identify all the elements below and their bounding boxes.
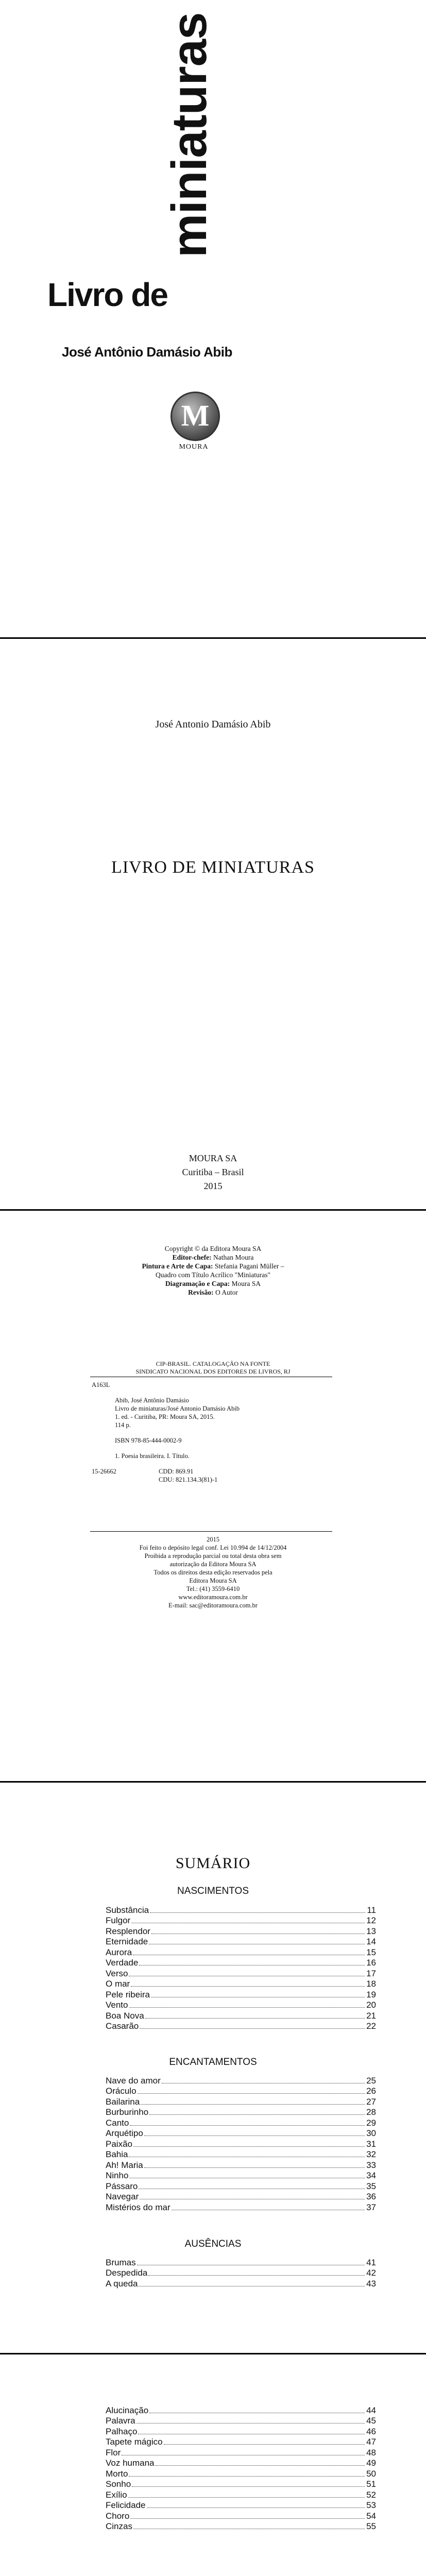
toc-entry-title: Verdade xyxy=(106,1958,139,1968)
toc-entry[interactable] xyxy=(106,2458,376,2469)
cdu-label: CDU: 821.134.3(81)-1 xyxy=(159,1476,218,1483)
toc-entry[interactable] xyxy=(106,2278,376,2289)
toc-entry-title: Casarão xyxy=(106,2021,139,2031)
toc-leader-dots xyxy=(133,2146,365,2147)
credit-line xyxy=(0,1262,426,1270)
toc-entry[interactable] xyxy=(106,1937,376,1947)
toc-entry-title: Navegar xyxy=(106,2192,139,2201)
toc-page-number: 43 xyxy=(366,2278,376,2289)
credit-label: Revisão: xyxy=(188,1289,214,1296)
credits-list xyxy=(0,1253,426,1297)
toc-list xyxy=(106,2257,376,2289)
toc-page-number: 30 xyxy=(366,2128,376,2138)
cdd-label: CDD: 869.91 xyxy=(159,1468,194,1475)
credit-value: O Autor xyxy=(215,1289,238,1296)
cip-line: Livro de miniaturas/José Antonio Damásio Abib xyxy=(115,1405,240,1412)
toc-entry[interactable] xyxy=(106,2096,376,2107)
toc-entry-title: Palhaço xyxy=(106,2426,138,2436)
toc-entry[interactable] xyxy=(106,2000,376,2011)
toc-entry-title: Nave do amor xyxy=(106,2075,161,2086)
toc-entry[interactable] xyxy=(106,1989,376,2000)
publisher-name: MOURA SA xyxy=(189,1153,237,1163)
toc-entry-title: Oráculo xyxy=(106,2086,137,2096)
toc-entry-title: Fulgor xyxy=(106,1916,131,1925)
toc-entry-title: Resplendor xyxy=(106,1926,150,1936)
legal-line: 2015 xyxy=(207,1536,219,1543)
toc-entry[interactable] xyxy=(106,2128,376,2139)
toc-entry[interactable] xyxy=(106,1968,376,1979)
credit-line xyxy=(0,1270,426,1279)
toc-page-number: 22 xyxy=(366,2021,376,2031)
toc-leader-dots xyxy=(144,2167,365,2168)
toc-leader-dots xyxy=(145,2018,365,2019)
toc-page-number: 17 xyxy=(366,1968,376,1978)
toc-page-number: 33 xyxy=(366,2160,376,2170)
cip-line: Abib, José Antônio Damásio xyxy=(115,1397,189,1404)
toc-entry[interactable] xyxy=(106,2139,376,2149)
section-heading: ENCANTAMENTOS xyxy=(169,2057,257,2067)
cip-header xyxy=(0,1360,426,1376)
cover-title-block xyxy=(162,12,381,258)
colophon-page xyxy=(0,1211,426,1781)
toc-entry-title: Despedida xyxy=(106,2268,148,2278)
toc-entry-title: Alucinação xyxy=(106,2405,149,2415)
toc-entry[interactable] xyxy=(106,2405,376,2416)
toc-entry[interactable] xyxy=(106,1958,376,1969)
legal-line: autorização da Editora Moura SA xyxy=(169,1561,257,1568)
cip-line: 114 p. xyxy=(115,1421,131,1429)
toc-entry[interactable] xyxy=(106,2447,376,2458)
toc-entry-title: Sonho xyxy=(106,2479,131,2489)
toc-entry-title: Exílio xyxy=(106,2489,127,2500)
toc-entry[interactable] xyxy=(106,2468,376,2479)
legal-line: E-mail: sac@editoramoura.com.br xyxy=(168,1602,258,1609)
toc-entry-title: Morto xyxy=(106,2468,128,2479)
cover-page xyxy=(0,0,426,637)
credit-value: Moura SA xyxy=(231,1280,261,1287)
toc-entry[interactable] xyxy=(106,1905,376,1916)
toc-entry[interactable] xyxy=(106,2181,376,2192)
toc-leader-dots xyxy=(164,2444,365,2445)
toc-page-number: 29 xyxy=(366,2117,376,2128)
cip-subject: 1. Poesia brasileira. I. Título. xyxy=(115,1452,190,1460)
toc-page-number: 12 xyxy=(366,1916,376,1925)
toc-entry-title: Ninho xyxy=(106,2171,129,2180)
toc-leader-dots xyxy=(130,2518,365,2519)
toc-page-number: 41 xyxy=(366,2257,376,2267)
publisher-logo-icon xyxy=(171,392,220,441)
toc-page-number: 27 xyxy=(366,2096,376,2107)
toc-page-number: 36 xyxy=(366,2192,376,2201)
toc-entry[interactable] xyxy=(106,2149,376,2160)
toc-page-number: 20 xyxy=(366,2000,376,2010)
section-heading: AUSÊNCIAS xyxy=(184,2239,242,2249)
toc-page-number: 19 xyxy=(366,1989,376,1999)
cip-isbn: ISBN 978-85-444-0002-9 xyxy=(115,1437,182,1444)
toc-entry[interactable] xyxy=(106,2192,376,2202)
toc-entry[interactable] xyxy=(106,1979,376,1990)
title-page-author: José Antonio Damásio Abib xyxy=(155,719,271,730)
toc-page-number: 53 xyxy=(366,2500,376,2510)
toc-leader-dots xyxy=(140,2028,365,2029)
credit-line xyxy=(0,1279,426,1288)
toc-entry-title: A queda xyxy=(106,2278,138,2289)
toc-entry-title: Burburinho xyxy=(106,2107,149,2117)
toc-entry-title: Substância xyxy=(106,1905,149,1915)
cip-classification xyxy=(92,1467,329,1484)
toc-page-number: 54 xyxy=(366,2511,376,2521)
toc-leader-dots xyxy=(150,1912,365,1913)
credit-line xyxy=(0,1288,426,1297)
toc-entry[interactable] xyxy=(106,2160,376,2171)
toc-entry-title: Bailarina xyxy=(106,2096,140,2107)
toc-entry-title: Mistérios do mar xyxy=(106,2202,171,2212)
toc-page-number: 21 xyxy=(366,2010,376,2021)
cip-header-line: CIP-BRASIL. CATALOGAÇÃO NA FONTE xyxy=(156,1360,270,1367)
toc-entry-title: Brumas xyxy=(106,2257,136,2267)
legal-line: Proibida a reprodução parcial ou total desta obra sem xyxy=(144,1552,282,1560)
toc-page-number: 50 xyxy=(366,2468,376,2479)
cover-title-big: miniaturas xyxy=(162,12,217,258)
toc-entry-title: Canto xyxy=(106,2117,129,2128)
cover-author: José Antônio Damásio Abib xyxy=(62,344,232,360)
credit-label: Editor-chefe: xyxy=(172,1253,212,1261)
toc-entry-title: Cinzas xyxy=(106,2521,132,2531)
cip-line: 1. ed. - Curitiba, PR: Moura SA, 2015. xyxy=(115,1413,215,1420)
title-page-publisher-block xyxy=(0,1151,426,1193)
cover-title-small: Livro de xyxy=(47,276,167,313)
toc-entry[interactable] xyxy=(106,1947,376,1958)
toc-page-number: 35 xyxy=(366,2181,376,2191)
toc-page-number: 31 xyxy=(366,2139,376,2149)
legal-notice xyxy=(0,1535,426,1609)
credit-value: Nathan Moura xyxy=(213,1253,254,1261)
toc-list xyxy=(106,2075,376,2213)
toc-list xyxy=(106,2405,376,2532)
toc-entry-title: Arquétipo xyxy=(106,2128,143,2138)
toc-leader-dots xyxy=(128,2497,365,2498)
credit-label: Pintura e Arte de Capa: xyxy=(142,1262,213,1270)
toc-entry[interactable] xyxy=(106,2075,376,2086)
toc-leader-dots xyxy=(129,2476,365,2477)
toc-page-number: 51 xyxy=(366,2479,376,2489)
toc-entry-title: Felicidade xyxy=(106,2500,146,2510)
toc-list xyxy=(106,1905,376,2031)
toc-page-number: 37 xyxy=(366,2202,376,2212)
credit-value: Quadro com Título Acrílico "Miniaturas" xyxy=(156,1271,270,1279)
toc-page-number: 47 xyxy=(366,2437,376,2447)
toc-entry-title: Paixão xyxy=(106,2139,132,2149)
cip-code: A163L xyxy=(92,1381,110,1388)
cip-header-line: SINDICATO NACIONAL DOS EDITORES DE LIVROS, RJ xyxy=(135,1368,291,1375)
toc-page-number: 44 xyxy=(366,2405,376,2415)
toc-page-number: 25 xyxy=(366,2075,376,2086)
toc-entry[interactable] xyxy=(106,2117,376,2128)
title-page xyxy=(0,639,426,1209)
cip-bottom-rule xyxy=(90,1531,332,1532)
toc-page-number: 45 xyxy=(366,2416,376,2426)
copyright-block xyxy=(0,1244,426,1297)
logo-text: MOURA xyxy=(179,443,209,451)
toc-entry[interactable] xyxy=(106,2086,376,2097)
toc-entry-title: Choro xyxy=(106,2511,130,2521)
toc-entry-title: Flor xyxy=(106,2447,121,2458)
title-page-title: LIVRO DE MINIATURAS xyxy=(111,858,315,877)
copyright-line: Copyright © da Editora Moura SA xyxy=(164,1245,262,1252)
logo-letter: M xyxy=(181,399,210,432)
toc-entry[interactable] xyxy=(106,2500,376,2511)
toc-entry-title: Eternidade xyxy=(106,1937,148,1946)
credit-value: Stefania Pagani Müller – xyxy=(214,1262,284,1270)
toc-page-number: 52 xyxy=(366,2489,376,2500)
toc-entry[interactable] xyxy=(106,2171,376,2181)
toc-leader-dots xyxy=(147,2507,365,2508)
legal-line: www.editoramoura.com.br xyxy=(178,1594,248,1601)
cip-lines xyxy=(92,1396,329,1429)
legal-line: Tel.: (41) 3559-6410 xyxy=(186,1585,240,1592)
credit-line xyxy=(0,1253,426,1262)
toc-entry-title: Palavra xyxy=(106,2416,135,2426)
toc-entry-title: Tapete mágico xyxy=(106,2437,163,2447)
toc-entry[interactable] xyxy=(106,2479,376,2490)
toc-entry-title: Verso xyxy=(106,1968,128,1978)
toc-leader-dots xyxy=(130,2125,365,2126)
toc-leader-dots xyxy=(137,2423,365,2424)
toc-page-number: 42 xyxy=(366,2268,376,2278)
toc-entry[interactable] xyxy=(106,2426,376,2437)
toc-entry[interactable] xyxy=(106,2257,376,2268)
toc-entry[interactable] xyxy=(106,1926,376,1937)
toc-page-number: 46 xyxy=(366,2426,376,2436)
toc-page-number: 16 xyxy=(366,1958,376,1968)
toc-entry-title: Vento xyxy=(106,2000,128,2010)
legal-line: Todos os direitos desta edição reservados pela xyxy=(154,1569,272,1576)
toc-page-number: 26 xyxy=(366,2086,376,2096)
toc-page-number: 13 xyxy=(366,1926,376,1936)
contents-page-1 xyxy=(0,1783,426,2353)
toc-leader-dots xyxy=(138,2093,365,2094)
toc-entry-title: Boa Nova xyxy=(106,2010,144,2021)
toc-leader-dots xyxy=(148,2275,365,2276)
contents-page-2 xyxy=(0,2354,426,2576)
toc-entry[interactable] xyxy=(106,1916,376,1926)
toc-page-number: 55 xyxy=(366,2521,376,2531)
toc-entry[interactable] xyxy=(106,2511,376,2521)
toc-page-number: 34 xyxy=(366,2171,376,2180)
toc-entry[interactable] xyxy=(106,2268,376,2279)
credit-label: Diagramação e Capa: xyxy=(165,1280,230,1287)
toc-entry[interactable] xyxy=(106,2021,376,2032)
publication-year: 2015 xyxy=(203,1181,223,1191)
section-heading: NASCIMENTOS xyxy=(177,1886,249,1896)
contents-title: SUMÁRIO xyxy=(175,1855,251,1872)
toc-leader-dots xyxy=(149,2114,365,2115)
toc-entry[interactable] xyxy=(106,2489,376,2500)
toc-page-number: 48 xyxy=(366,2447,376,2458)
toc-entry-title: Bahia xyxy=(106,2149,128,2159)
toc-entry-title: Pele ribeira xyxy=(106,1989,150,1999)
toc-entry-title: O mar xyxy=(106,1979,130,1989)
toc-entry[interactable] xyxy=(106,2010,376,2021)
toc-leader-dots xyxy=(131,1986,365,1987)
cip-number: 15-26662 xyxy=(92,1468,116,1475)
legal-line: Foi feito o depósito legal conf. Lei 10.994 de 14/12/2004 xyxy=(139,1544,287,1551)
toc-entry[interactable] xyxy=(106,2521,376,2532)
toc-leader-dots xyxy=(156,2465,365,2466)
toc-entry[interactable] xyxy=(106,2202,376,2213)
publisher-city: Curitiba – Brasil xyxy=(182,1167,244,1177)
toc-leader-dots xyxy=(141,2104,365,2105)
toc-page-number: 15 xyxy=(366,1947,376,1957)
toc-page-number: 49 xyxy=(366,2458,376,2468)
toc-page-number: 18 xyxy=(366,1979,376,1989)
toc-entry-title: Pássaro xyxy=(106,2181,138,2191)
cip-card xyxy=(92,1381,329,1484)
toc-entry-title: Voz humana xyxy=(106,2458,155,2468)
toc-entry[interactable] xyxy=(106,2437,376,2448)
toc-entry[interactable] xyxy=(106,2416,376,2427)
toc-page-number: 14 xyxy=(366,1937,376,1946)
toc-leader-dots xyxy=(129,2007,365,2008)
toc-entry-title: Aurora xyxy=(106,1947,132,1957)
toc-page-number: 11 xyxy=(367,1905,376,1915)
toc-page-number: 32 xyxy=(366,2149,376,2159)
legal-line: Editora Moura SA xyxy=(189,1577,237,1584)
toc-entry[interactable] xyxy=(106,2107,376,2118)
toc-leader-dots xyxy=(132,2486,365,2487)
toc-entry-title: Ah! Maria xyxy=(106,2160,143,2170)
toc-page-number: 28 xyxy=(366,2107,376,2117)
